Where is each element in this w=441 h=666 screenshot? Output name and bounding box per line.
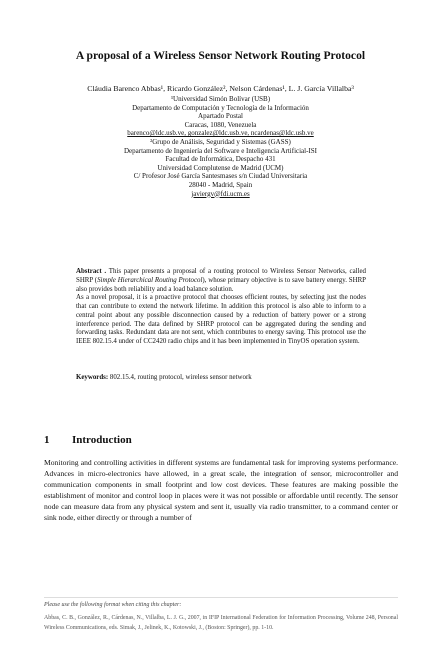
abstract-label: Abstract . <box>76 268 107 275</box>
author-emails-link[interactable]: barenco@ldc.usb.ve, gonzalez@ldc.usb.ve, ncardenas@ldc.usb.ve <box>127 129 314 138</box>
section-title: Introduction <box>72 434 132 446</box>
abstract-paragraph <box>76 268 366 294</box>
affiliation-line: ¹Universidad Simón Bolívar (USB) <box>170 95 271 103</box>
affiliation-line: Departamento de Computación y Tecnología de la Información <box>132 103 309 112</box>
section-heading <box>44 434 132 446</box>
abstract-text: This paper presents a proposal of a routing protocol to Wireless Sensor Networks, called SHRP ( <box>76 268 366 284</box>
citation-text: Abbas, C. B., González, R., Cárdenas, N., Villalba, L. J. G., 2007, in IFIP International Federation for Information Processing, Volume 248, Personal Wireless Communications, eds. Simak, J., Jelinek, K., Kotowski, J., (Boston: Springer), pp. 1-10. <box>44 615 398 631</box>
keywords-label: Keywords: <box>76 374 109 381</box>
affiliations-block <box>0 95 441 198</box>
section-number: 1 <box>44 434 50 446</box>
footer-divider <box>44 597 398 598</box>
citation-note: Please use the following format when citing this chapter: <box>44 602 182 608</box>
keywords-text: 802.15.4, routing protocol, wireless sensor network <box>108 374 252 381</box>
author-list: Cláudia Barenco Abbas¹, Ricardo González², Nelson Cárdenas¹, L. J. García Villalba³ <box>87 84 354 93</box>
affiliation-line: Facultad de Informática, Despacho 431 <box>165 155 276 164</box>
affiliation-line: ²Grupo de Análisis, Seguridad y Sistemas (GASS) <box>150 137 291 146</box>
abstract-block <box>76 268 366 347</box>
keywords-line <box>76 374 366 381</box>
body-paragraph: Monitoring and controlling activities in different systems are fundamental task for improving systems performance. Advances in micro-electronics have allowed, in a great scale, the integration of sensor, microcontroller and communication components in small footprint and low cost devices. These features are making possible the establishment of monitor and control loop in places were it was not possible or affordable until recently. The sensor node can measure data from any physical system and sent it, usually via radio transmitter, to a command center or sink node, either directly or through a number of <box>44 458 398 522</box>
author-email-link[interactable]: javiergv@fdi.ucm.es <box>191 189 250 198</box>
affiliation-line: 28040 - Madrid, Spain <box>188 180 253 189</box>
paper-title: A proposal of a Wireless Sensor Network Routing Protocol <box>75 49 366 62</box>
body-text <box>44 457 398 523</box>
affiliation-line: Apartado Postal <box>198 112 243 121</box>
abstract-text: ), whose primary objective is to save battery energy. SHRP also provides both reliability and a load balance solution. <box>76 276 366 293</box>
affiliation-line: Departamento de Ingeniería del Software e Inteligencia Artificial-ISI <box>124 146 317 155</box>
affiliation-line: C/ Profesor José García Santesmases s/n Ciudad Universitaria <box>133 172 308 181</box>
abstract-italic-text: Simple Hierarchical Routing Protocol <box>97 276 203 284</box>
abstract-paragraph: As a novel proposal, it is a proactive protocol that chooses efficient routes, by selecting just the nodes that can contribute to extend the network lifetime. In addition this protocol is also able to inform to a central point about any possible disconnection caused by a reduction of battery power or a strong interference period. The data defined by SHRP protocol can be aggregated during the sending and forwarding tasks. Redundant data are not sent, which contributes to energy saving. This protocol use the IEEE 802.15.4 under of CC2420 radio chips and it has been implemented in TinyOS operation system. <box>76 294 366 345</box>
affiliation-line: Universidad Complutense de Madrid (UCM) <box>157 163 284 172</box>
affiliation-line: Caracas, 1080, Venezuela <box>184 120 257 129</box>
